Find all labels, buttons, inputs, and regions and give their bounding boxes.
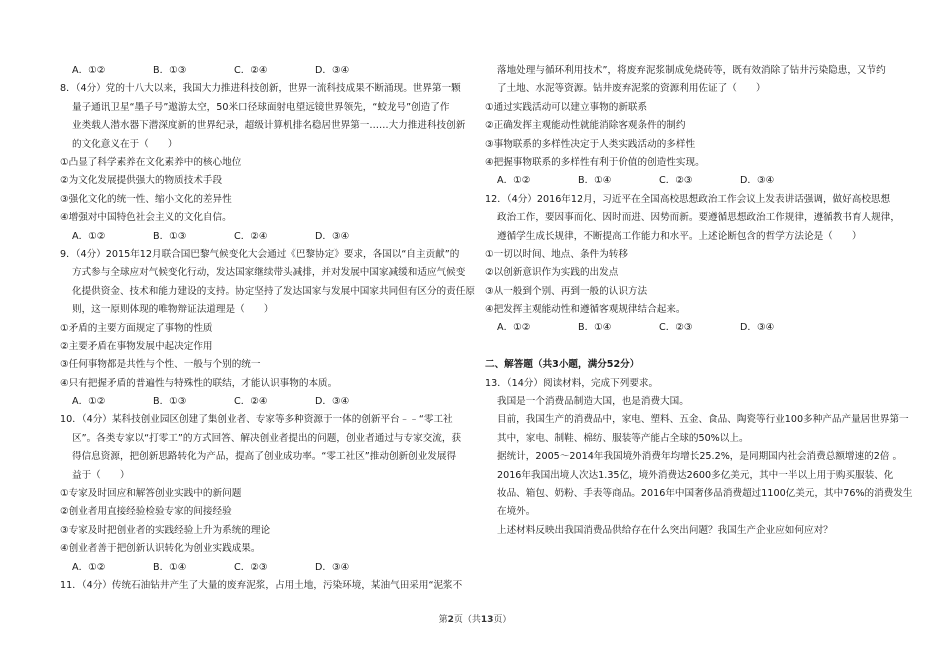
question-stem: 区”。各类专家以“打零工”的方式回答、解决创业者提出的问题，创业者通过与专家交流，获 bbox=[72, 432, 462, 444]
section-title: 二、解答题（共3小题，满分52分） bbox=[485, 359, 640, 371]
option-b: B．①④ bbox=[578, 322, 612, 334]
choice-item: ③从一般到个别、再到一般的认识方法 bbox=[485, 285, 648, 297]
question-stem: 方式参与全球应对气候变化行动，发达国家继续带头减排，并对发展中国家减缓和适应气候变 bbox=[72, 267, 466, 279]
option-b: B．①③ bbox=[153, 65, 187, 76]
question-stem: 8．（4分）党的十八大以来，我国大力推进科技创新，世界一流科技成果不断涌现。世界第一颗 bbox=[60, 83, 461, 95]
choice-item: ④创业者善于把创新认识转化为创业实践成果。 bbox=[60, 543, 261, 555]
question-stem: 13．（14分）阅读材料，完成下列要求。 bbox=[485, 377, 659, 389]
question-stem: 化提供资金、技术和能力建设的支持。协定坚持了发达国家与发展中国家共同但有区分的责任原 bbox=[72, 285, 475, 297]
option-d: D．③④ bbox=[315, 396, 350, 408]
option-b: B．①③ bbox=[153, 230, 187, 242]
question-stem: 量子通讯卫星“墨子号”遨游太空，50米口径球面射电望远镜世界领先，“蛟龙号”创造了作 bbox=[72, 101, 450, 113]
q7-options bbox=[60, 62, 468, 80]
option-c: C．②③ bbox=[234, 561, 268, 573]
choice-item: ①凸显了科学素养在文化素养中的核心地位 bbox=[60, 156, 242, 168]
option-a: A．①② bbox=[72, 230, 106, 242]
question-stem: 则，这一原则体现的唯物辩证法道理是（ ） bbox=[72, 304, 274, 316]
question-stem: 落地处理与循环利用技术”，将废弃泥浆制成免烧砖等，既有效消除了钻井污染隐患，又节约 bbox=[497, 65, 886, 76]
q12-options bbox=[485, 319, 895, 337]
question-12 bbox=[485, 191, 900, 338]
question-9 bbox=[60, 246, 475, 412]
question-stem: 9．（4分）2015年12月联合国巴黎气候变化大会通过《巴黎协定》要求，各国以“自主贡献”的 bbox=[60, 248, 460, 260]
material-line: 在境外。 bbox=[497, 506, 536, 518]
choice-item: ④把握事物联系的多样性有利于价值的创造性实现。 bbox=[485, 156, 705, 168]
q9-options bbox=[60, 393, 468, 411]
choice-item: ①一切以时间、地点、条件为转移 bbox=[485, 248, 628, 260]
option-c: C．②④ bbox=[234, 396, 268, 408]
question-stem: 政治工作，要因事而化、因时而进、因势而新。要遵循思想政治工作规律，遵循教书育人规律， bbox=[497, 212, 900, 224]
option-b: B．①④ bbox=[153, 561, 187, 573]
page-number: 2 bbox=[447, 615, 454, 625]
right-column bbox=[485, 62, 913, 540]
question-11-continued bbox=[485, 62, 895, 191]
page-footer bbox=[0, 611, 950, 629]
question-stem: 的文化意义在于（ ） bbox=[72, 138, 178, 150]
question-8 bbox=[60, 80, 468, 246]
option-d: D．③④ bbox=[315, 561, 350, 573]
choice-item: ④把发挥主观能动性和遵循客观规律结合起来。 bbox=[485, 304, 686, 316]
footer-suffix: 页） bbox=[493, 615, 512, 625]
choice-item: ②创业者用直接经验检验专家的间接经验 bbox=[60, 506, 232, 518]
choice-item: ②正确发挥主观能动性就能消除客观条件的制约 bbox=[485, 120, 686, 132]
choice-item: ①专家及时回应和解答创业实践中的新问题 bbox=[60, 488, 242, 500]
footer-prefix: 第 bbox=[438, 615, 448, 625]
choice-item: ③专家及时把创业者的实践经验上升为系统的理论 bbox=[60, 524, 271, 536]
option-c: C．②④ bbox=[234, 65, 268, 76]
option-a: A．①② bbox=[497, 175, 531, 187]
choice-item: ④只有把握矛盾的普遍性与特殊性的联结，才能认识事物的本质。 bbox=[60, 377, 338, 389]
choice-item: ③事物联系的多样性决定于人类实践活动的多样性 bbox=[485, 138, 696, 150]
footer-middle: 页（共 bbox=[453, 615, 481, 625]
choice-item: ①矛盾的主要方面规定了事物的性质 bbox=[60, 322, 213, 334]
q8-options bbox=[60, 228, 468, 246]
option-d: D．③④ bbox=[315, 65, 350, 76]
option-a: A．①② bbox=[72, 561, 106, 573]
question-stem: 得信息资源，把创新思路转化为产品，提高了创业成功率。“零工社区”推动创新创业发展得 bbox=[72, 451, 457, 463]
material-line: 妆品、箱包、奶粉、手表等商品。2016年中国奢侈品消费超过1100亿美元，其中76%的消费发生 bbox=[497, 488, 913, 500]
question-prompt: 上述材料反映出我国消费品供给存在什么突出问题？我国生产企业应如何应对？ bbox=[497, 524, 833, 536]
question-stem: 了土地、水泥等资源。钻井废弃泥浆的资源利用佐证了（ ） bbox=[497, 83, 766, 95]
material-line: 据统计，2005～2014年我国境外消费年均增长25.2%，是同期国内社会消费总额增速的2倍 。 bbox=[497, 451, 903, 463]
choice-item: ②主要矛盾在事物发展中起决定作用 bbox=[60, 340, 213, 352]
choice-item: ③任何事物都是共性与个性、一般与个别的统一 bbox=[60, 359, 261, 371]
question-13 bbox=[485, 375, 913, 541]
question-stem: 遵循学生成长规律，不断提高工作能力和水平。上述论断包含的哲学方法论是（ ） bbox=[497, 230, 862, 242]
option-b: B．①③ bbox=[153, 396, 187, 408]
choice-item: ④增强对中国特色社会主义的文化自信。 bbox=[60, 212, 232, 224]
question-stem: 益于（ ） bbox=[72, 469, 130, 481]
material-line: 目前，我国生产的消费品中，家电、塑料、五金、食品、陶瓷等行业100多种产品产量居世界第一 bbox=[497, 414, 909, 426]
material-line: 我国是一个消费品制造大国，也是消费大国。 bbox=[497, 396, 689, 408]
q10-options bbox=[60, 559, 468, 577]
question-stem: 业类载人潜水器下潜深度新的世界纪录，超级计算机排名稳居世界第一……大力推进科技创新 bbox=[72, 120, 466, 132]
question-stem: 10．（4分）某科技创业园区创建了集创业者、专家等多种资源于一体的创新平台﹣﹣“零工社 bbox=[60, 414, 453, 426]
option-a: A．①② bbox=[72, 396, 106, 408]
question-10 bbox=[60, 411, 468, 577]
q11-options bbox=[485, 172, 895, 190]
option-d: D．③④ bbox=[740, 322, 775, 334]
option-d: D．③④ bbox=[315, 230, 350, 242]
option-c: C．②④ bbox=[234, 230, 268, 242]
left-column bbox=[60, 62, 475, 595]
option-d: D．③④ bbox=[740, 175, 775, 187]
material-line: 其中，家电、制鞋、棉纺、服装等产能占全球的50%以上。 bbox=[497, 432, 749, 444]
choice-item: ③强化文化的统一性、缩小文化的差异性 bbox=[60, 193, 232, 205]
question-11-stem-start: 11．（4分）传统石油钻井产生了大量的废弃泥浆，占用土地，污染环境，某油气田采用“泥浆不 bbox=[60, 580, 463, 591]
option-b: B．①④ bbox=[578, 175, 612, 187]
option-a: A．①② bbox=[497, 322, 531, 334]
spacer bbox=[485, 338, 895, 356]
choice-item: ②为文化发展提供强大的物质技术手段 bbox=[60, 175, 223, 187]
total-pages: 13 bbox=[480, 615, 494, 625]
choice-item: ②以创新意识作为实践的出发点 bbox=[485, 267, 619, 279]
option-a: A．①② bbox=[72, 65, 106, 76]
choice-item: ①通过实践活动可以建立事物的新联系 bbox=[485, 101, 648, 113]
question-stem: 12．（4分）2016年12月，习近平在全国高校思想政治工作会议上发表讲话强调，做好高校思想 bbox=[485, 193, 891, 205]
option-c: C．②③ bbox=[659, 322, 693, 334]
material-line: 2016年我国出境人次达1.35亿，境外消费达2600多亿美元，其中一半以上用于购买服装、化 bbox=[497, 469, 894, 481]
option-c: C．②③ bbox=[659, 175, 693, 187]
